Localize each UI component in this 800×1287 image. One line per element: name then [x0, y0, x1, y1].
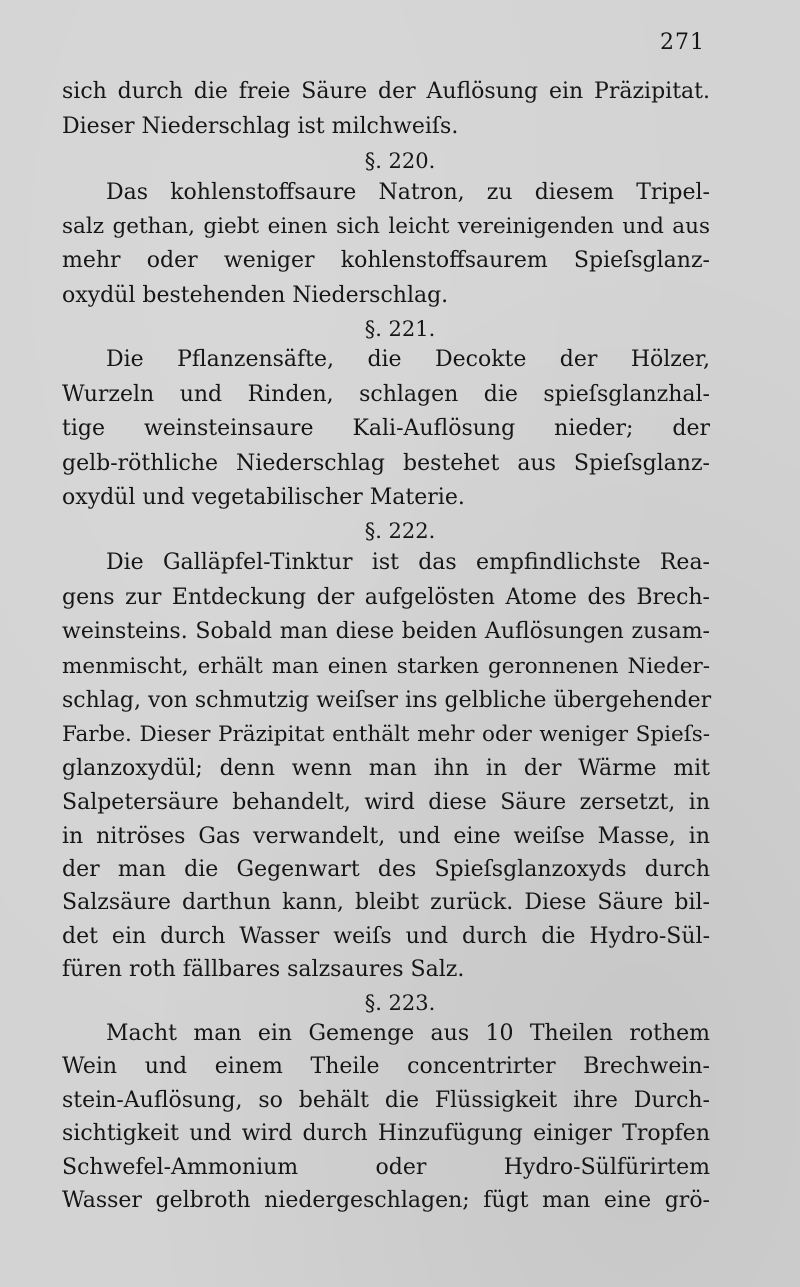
- section-heading-221: §. 221.: [364, 317, 436, 341]
- section-heading-222: §. 222.: [364, 519, 436, 543]
- text-line: schlag, von schmutzig weiſser ins gelbliche übergehender: [62, 688, 712, 713]
- text-line: Die Pflanzensäfte, die Decokte der Hölzer,: [106, 347, 710, 372]
- text-line: Macht man ein Gemenge aus 10 Theilen rothem: [106, 1021, 710, 1046]
- text-line: Dieser Niederschlag ist milchweiſs.: [62, 114, 459, 139]
- text-line: Schwefel-Ammonium oder Hydro-Sülfürirtem: [62, 1155, 710, 1180]
- text-line: der man die Gegenwart des Spieſsglanzoxyds durch: [62, 857, 710, 882]
- text-line: füren roth fällbares salzsaures Salz.: [62, 957, 465, 982]
- text-line: in nitröses Gas verwandelt, und eine weiſse Masse, in: [62, 824, 710, 849]
- section-heading-223: §. 223.: [364, 991, 436, 1015]
- text-line: sichtigkeit und wird durch Hinzufügung einiger Tropfen: [62, 1121, 710, 1146]
- text-line: oxydül und vegetabilischer Materie.: [62, 485, 465, 510]
- text-line: weinsteins. Sobald man diese beiden Auflösungen zusam-: [62, 619, 710, 644]
- text-line: det ein durch Wasser weiſs und durch die Hydro-Sül-: [62, 924, 710, 949]
- text-line: mehr oder weniger kohlenstoffsaurem Spieſsglanz-: [62, 248, 710, 273]
- text-line: Wasser gelbroth niedergeschlagen; fügt man eine grö-: [62, 1188, 710, 1213]
- text-line: sich durch die freie Säure der Auflösung ein Präzipitat.: [62, 79, 710, 104]
- text-line: Die Galläpfel-Tinktur ist das empfindlichste Rea-: [106, 550, 710, 575]
- text-line: Wurzeln und Rinden, schlagen die spieſsglanzhal-: [62, 382, 710, 407]
- text-line: Salzsäure darthun kann, bleibt zurück. Diese Säure bil-: [62, 890, 710, 915]
- text-line: gens zur Entdeckung der aufgelösten Atome des Brech-: [62, 585, 710, 610]
- text-line: Farbe. Dieser Präzipitat enthält mehr oder weniger Spieſs-: [62, 722, 710, 747]
- text-line: stein-Auflösung, so behält die Flüssigkeit ihre Durch-: [62, 1088, 710, 1113]
- text-line: salz gethan, giebt einen sich leicht vereinigenden und aus: [62, 214, 710, 239]
- text-line: gelb-röthliche Niederschlag bestehet aus Spieſsglanz-: [62, 451, 710, 476]
- text-line: Salpetersäure behandelt, wird diese Säure zersetzt, in: [62, 790, 710, 815]
- text-line: Wein und einem Theile concentrirter Brechwein-: [62, 1054, 710, 1079]
- text-line: tige weinsteinsaure Kali-Auflösung nieder; der: [62, 416, 710, 441]
- text-line: oxydül bestehenden Niederschlag.: [62, 283, 449, 308]
- text-line: glanzoxydül; denn wenn man ihn in der Wärme mit: [62, 756, 710, 781]
- text-line: Das kohlenstoffsaure Natron, zu diesem Tripel-: [106, 180, 710, 205]
- text-line: menmischt, erhält man einen starken geronnenen Nieder-: [62, 654, 710, 679]
- page-number: 271: [660, 30, 705, 55]
- section-heading-220: §. 220.: [364, 149, 436, 173]
